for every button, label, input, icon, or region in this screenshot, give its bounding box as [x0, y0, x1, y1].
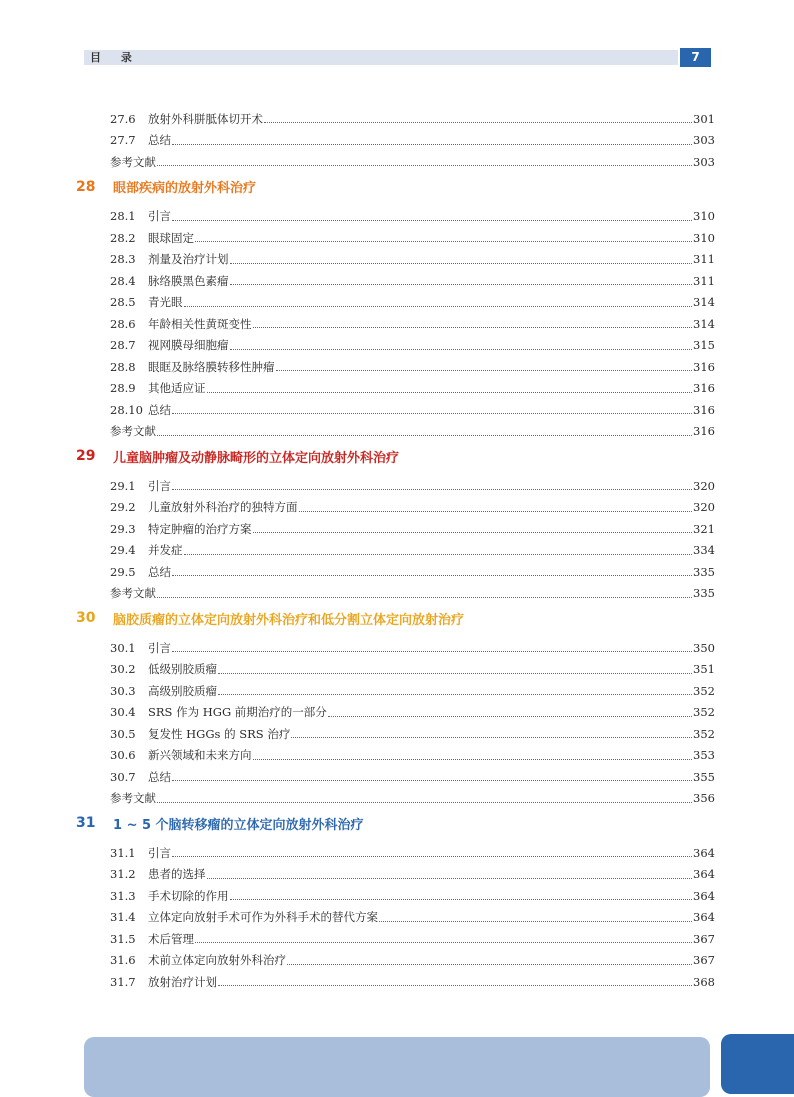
page-ref: 364	[693, 910, 715, 924]
section-title: 复发性 HGGs 的 SRS 治疗	[148, 726, 291, 741]
page-ref: 350	[693, 640, 715, 655]
chapter-title: 儿童脑肿瘤及动静脉畸形的立体定向放射外科治疗	[113, 450, 400, 466]
section-number: 29.4	[110, 543, 136, 557]
page-ref: 314	[693, 295, 715, 309]
section-title: 特定肿瘤的治疗方案	[148, 521, 252, 536]
references-entry[interactable]	[110, 788, 715, 809]
toc-entry[interactable]	[110, 497, 715, 518]
toc-entry[interactable]	[110, 659, 715, 680]
page-ref: 367	[693, 931, 715, 946]
chapter-heading[interactable]	[76, 176, 256, 198]
section-number: 29.2	[110, 500, 136, 514]
toc-entry[interactable]	[110, 907, 715, 928]
section-number: 30.7	[110, 769, 136, 784]
section-number: 30.5	[110, 726, 136, 741]
page-ref: 314	[693, 316, 715, 331]
toc-entry[interactable]	[110, 292, 715, 313]
toc-entry[interactable]	[110, 637, 715, 658]
page-ref: 367	[693, 953, 715, 967]
section-title: 剂量及治疗计划	[148, 252, 229, 266]
page-ref: 315	[693, 338, 715, 352]
chapter-title: 1 ~ 5 个脑转移瘤的立体定向放射外科治疗	[113, 817, 364, 833]
toc-entry[interactable]	[110, 950, 715, 971]
references-entry[interactable]	[110, 421, 715, 442]
section-number: 28.4	[110, 273, 136, 288]
section-number: 30.1	[110, 640, 136, 655]
dot-leader	[184, 542, 693, 555]
page-ref: 316	[693, 402, 715, 417]
section-title: 并发症	[148, 543, 183, 557]
page-ref: 355	[693, 769, 715, 784]
section-number: 27.6	[110, 111, 136, 126]
section-title: 手术切除的作用	[148, 888, 229, 903]
dot-leader	[287, 952, 692, 965]
dot-leader	[218, 973, 692, 986]
toc-entry[interactable]	[110, 130, 715, 151]
section-number: 28.10	[110, 402, 143, 417]
chapter-number: 30	[76, 610, 96, 626]
section-number: 31.5	[110, 931, 136, 946]
page-ref: 316	[693, 359, 715, 374]
toc-entry[interactable]	[110, 399, 715, 420]
dot-leader	[184, 294, 693, 307]
section-title: 立体定向放射手术可作为外科手术的替代方案	[148, 910, 378, 924]
toc-entry[interactable]	[110, 356, 715, 377]
section-number: 30.2	[110, 662, 136, 676]
dot-leader	[253, 747, 693, 760]
section-title: 放射外科胼胝体切开术	[148, 111, 263, 126]
page-ref: 364	[693, 888, 715, 903]
toc-entry[interactable]	[110, 702, 715, 723]
page-ref: 364	[693, 867, 715, 881]
toc-entry[interactable]	[110, 842, 715, 863]
dot-leader	[207, 380, 693, 393]
header-bar	[84, 50, 678, 65]
dot-leader	[230, 337, 693, 350]
page-ref: 352	[693, 705, 715, 719]
section-title: 参考文献	[110, 424, 156, 438]
section-number: 29.1	[110, 478, 136, 493]
dot-leader	[172, 208, 692, 221]
dot-leader	[276, 358, 693, 371]
page-ref: 310	[693, 230, 715, 245]
page-ref: 351	[693, 662, 715, 676]
section-title: 青光眼	[148, 295, 183, 309]
page-ref: 356	[693, 791, 715, 805]
chapter-number: 31	[76, 815, 96, 831]
section-number: 29.3	[110, 521, 136, 536]
toc-entry[interactable]	[110, 971, 715, 992]
section-number: 28.1	[110, 209, 136, 223]
page-ref: 316	[693, 424, 715, 438]
chapter-title: 眼部疾病的放射外科治疗	[113, 181, 257, 196]
dot-leader	[230, 887, 693, 900]
toc-entry[interactable]	[110, 745, 715, 766]
toc-entry[interactable]	[110, 540, 715, 561]
section-number: 28.3	[110, 252, 136, 266]
dot-leader	[172, 768, 692, 781]
chapter-number: 29	[76, 448, 96, 464]
toc-entry[interactable]	[110, 206, 715, 227]
page-number: 7	[680, 48, 711, 67]
page-ref: 316	[693, 381, 715, 395]
section-title: 参考文献	[110, 791, 156, 805]
dot-leader	[172, 563, 692, 576]
toc-entry[interactable]	[110, 561, 715, 582]
toc-entry[interactable]	[110, 928, 715, 949]
section-title: 视网膜母细胞瘤	[148, 338, 229, 352]
toc-entry[interactable]	[110, 518, 715, 539]
page-ref: 301	[693, 111, 715, 126]
chapter-number: 28	[76, 178, 96, 195]
toc-entry[interactable]	[110, 227, 715, 248]
section-number: 28.5	[110, 295, 136, 309]
toc-entry[interactable]	[110, 885, 715, 906]
section-title: 术前立体定向放射外科治疗	[148, 953, 286, 967]
dot-leader	[291, 725, 692, 738]
page-ref: 352	[693, 683, 715, 698]
section-title: 引言	[148, 640, 171, 655]
toc-entry[interactable]	[110, 249, 715, 270]
section-title: 眼眶及脉络膜转移性肿瘤	[148, 359, 275, 374]
section-number: 28.9	[110, 381, 136, 395]
references-entry[interactable]	[110, 151, 715, 172]
page-ref: 311	[693, 273, 715, 288]
section-number: 31.2	[110, 867, 136, 881]
toc-entry[interactable]	[110, 313, 715, 334]
toc-entry[interactable]	[110, 108, 715, 129]
dot-leader	[157, 790, 692, 803]
footer-tab	[721, 1034, 794, 1094]
section-title: 高级别胶质瘤	[148, 683, 217, 698]
section-number: 31.3	[110, 888, 136, 903]
dot-leader	[218, 661, 692, 674]
dot-leader	[195, 930, 692, 943]
section-title: 总结	[148, 133, 171, 147]
page-ref: 368	[693, 974, 715, 989]
dot-leader	[264, 110, 692, 123]
page-ref: 321	[693, 521, 715, 536]
section-number: 30.6	[110, 748, 136, 762]
page-title: 目 录	[90, 51, 140, 64]
chapter-heading[interactable]	[76, 445, 399, 467]
dot-leader	[157, 153, 692, 166]
dot-leader	[299, 499, 693, 512]
footer-bar	[84, 1037, 710, 1097]
toc-entry[interactable]	[110, 335, 715, 356]
chapter-title: 脑胶质瘤的立体定向放射外科治疗和低分割立体定向放射治疗	[113, 612, 465, 628]
dot-leader	[172, 132, 692, 145]
page-ref: 352	[693, 726, 715, 741]
section-number: 28.6	[110, 316, 136, 331]
dot-leader	[379, 909, 692, 922]
section-title: 眼球固定	[148, 230, 194, 245]
page-ref: 320	[693, 500, 715, 514]
section-title: 放射治疗计划	[148, 974, 217, 989]
page-ref: 335	[693, 564, 715, 579]
chapter-heading[interactable]	[76, 607, 464, 629]
page-ref: 320	[693, 478, 715, 493]
section-number: 30.3	[110, 683, 136, 698]
section-title: 儿童放射外科治疗的独特方面	[148, 500, 298, 514]
dot-leader	[328, 704, 692, 717]
dot-leader	[172, 401, 692, 414]
section-title: 新兴领域和未来方向	[148, 748, 252, 762]
page-ref: 303	[693, 133, 715, 147]
section-number: 31.1	[110, 845, 136, 860]
dot-leader	[172, 844, 692, 857]
section-number: 28.8	[110, 359, 136, 374]
dot-leader	[253, 315, 693, 328]
dot-leader	[230, 272, 693, 285]
page-ref: 311	[693, 252, 715, 266]
toc-entry[interactable]	[110, 270, 715, 291]
section-title: 总结	[148, 564, 171, 579]
section-title: 术后管理	[148, 931, 194, 946]
section-title: 患者的选择	[148, 867, 206, 881]
section-title: 低级别胶质瘤	[148, 662, 217, 676]
dot-leader	[218, 682, 692, 695]
section-number: 31.4	[110, 910, 136, 924]
section-number: 28.2	[110, 230, 136, 245]
section-number: 31.6	[110, 953, 136, 967]
page-ref: 364	[693, 845, 715, 860]
page-ref: 353	[693, 748, 715, 762]
page-ref: 334	[693, 543, 715, 557]
dot-leader	[253, 520, 693, 533]
toc-entry[interactable]	[110, 475, 715, 496]
dot-leader	[157, 423, 692, 436]
section-number: 31.7	[110, 974, 136, 989]
section-title: 年龄相关性黄斑变性	[148, 316, 252, 331]
toc-entry[interactable]	[110, 680, 715, 701]
section-title: 参考文献	[110, 586, 156, 600]
section-number: 29.5	[110, 564, 136, 579]
references-entry[interactable]	[110, 583, 715, 604]
section-title: 其他适应证	[148, 381, 206, 395]
dot-leader	[207, 866, 693, 879]
section-title: SRS 作为 HGG 前期治疗的一部分	[148, 705, 327, 719]
toc-entry[interactable]	[110, 723, 715, 744]
toc-entry[interactable]	[110, 864, 715, 885]
section-title: 总结	[148, 402, 171, 417]
section-title: 引言	[148, 845, 171, 860]
dot-leader	[195, 229, 692, 242]
section-title: 总结	[148, 769, 171, 784]
chapter-heading[interactable]	[76, 812, 364, 834]
toc-entry[interactable]	[110, 378, 715, 399]
section-title: 引言	[148, 209, 171, 223]
dot-leader	[157, 585, 692, 598]
section-number: 28.7	[110, 338, 136, 352]
dot-leader	[172, 639, 692, 652]
section-title: 引言	[148, 478, 171, 493]
dot-leader	[230, 251, 693, 264]
section-number: 30.4	[110, 705, 136, 719]
toc-entry[interactable]	[110, 766, 715, 787]
section-number: 27.7	[110, 133, 136, 147]
page-ref: 310	[693, 209, 715, 223]
page-ref: 335	[693, 586, 715, 600]
section-title: 参考文献	[110, 154, 156, 169]
section-title: 脉络膜黑色素瘤	[148, 273, 229, 288]
dot-leader	[172, 477, 692, 490]
page-ref: 303	[693, 154, 715, 169]
